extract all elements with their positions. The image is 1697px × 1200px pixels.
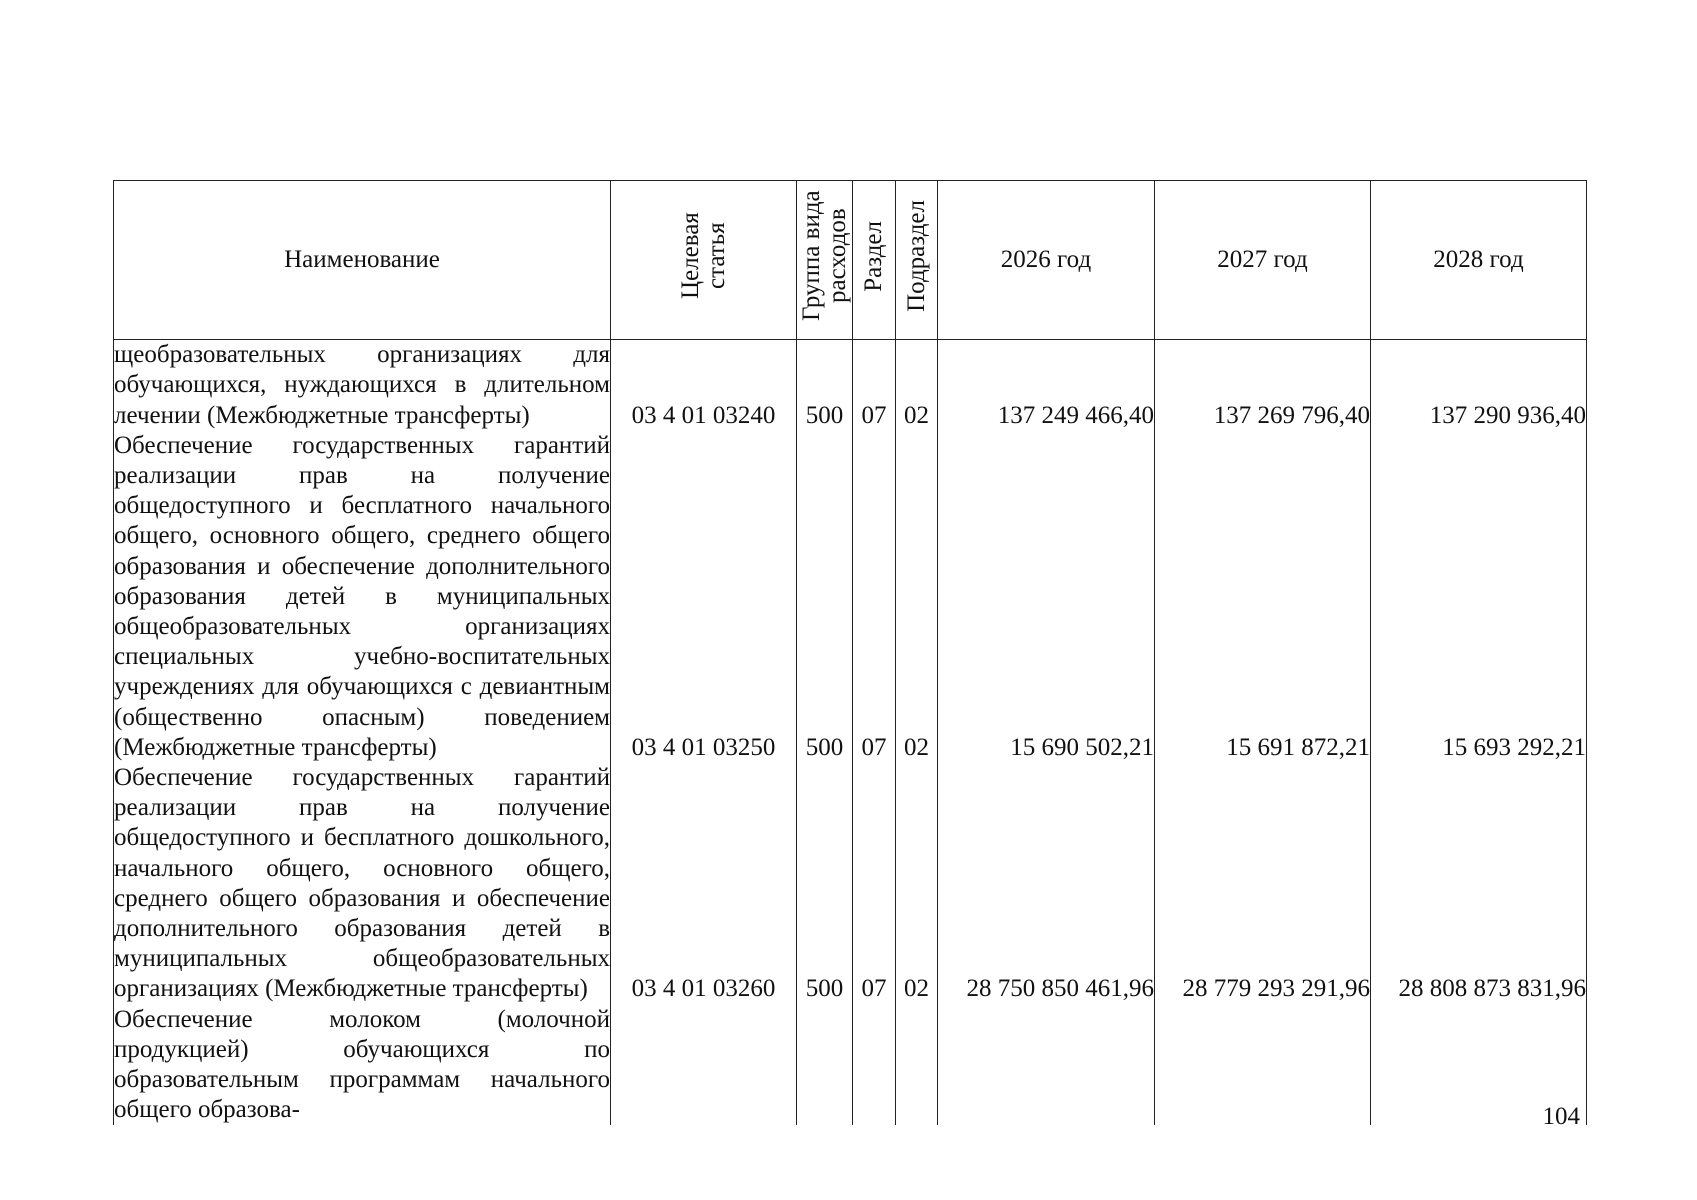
row-2026: 15 690 502,21 xyxy=(938,431,1155,763)
row-section: 07 xyxy=(853,431,896,763)
header-group xyxy=(797,181,853,340)
table-header-row xyxy=(114,181,1587,340)
row-target: 03 4 01 03260 xyxy=(611,763,797,1005)
table-row xyxy=(114,763,1587,1005)
row-subsection: 02 xyxy=(896,763,938,1005)
table-row xyxy=(114,340,1587,431)
budget-table xyxy=(113,180,1587,1125)
row-2027: 15 691 872,21 xyxy=(1155,431,1371,763)
row-subsection xyxy=(896,1005,938,1126)
header-subsection-label: Подраздел xyxy=(902,200,930,312)
row-name: Обеспечение государственных гарантий реализации прав на получение общедоступного и бесплатного начального общего, основного общего, среднего общего образования и обеспечение дополнительного образования детей в муниципальных общеобразовательных организациях специальных учебно-воспитательных учреждениях для обучающихся с девиантным (общественно опасным) поведением (Межбюджетные трансферты) xyxy=(114,431,611,763)
row-subsection: 02 xyxy=(896,431,938,763)
table-row xyxy=(114,1005,1587,1126)
header-group-label: Группа вида расходов xyxy=(797,190,851,322)
header-2028: 2028 год xyxy=(1371,181,1587,340)
row-2026 xyxy=(938,1005,1155,1126)
row-group: 500 xyxy=(797,763,853,1005)
header-subsection xyxy=(896,181,938,340)
row-section: 07 xyxy=(853,340,896,431)
header-2026: 2026 год xyxy=(938,181,1155,340)
row-2028: 137 290 936,40 xyxy=(1371,340,1587,431)
header-2027: 2027 год xyxy=(1155,181,1371,340)
row-target xyxy=(611,1005,797,1126)
row-target: 03 4 01 03240 xyxy=(611,340,797,431)
row-group: 500 xyxy=(797,431,853,763)
row-2027: 137 269 796,40 xyxy=(1155,340,1371,431)
page-number: 104 xyxy=(1542,1103,1580,1130)
row-name: Обеспечение молоком (молочной продукцией) обучающихся по образовательным программам начального общего образова- xyxy=(114,1005,611,1126)
table-row xyxy=(114,431,1587,763)
row-subsection: 02 xyxy=(896,340,938,431)
row-2026: 28 750 850 461,96 xyxy=(938,763,1155,1005)
header-section-label: Раздел xyxy=(860,220,887,292)
row-2028: 15 693 292,21 xyxy=(1371,431,1587,763)
row-group xyxy=(797,1005,853,1126)
row-name: щеобразовательных организациях для обучающихся, нуждающихся в длительном лечении (Межбюджетные трансферты) xyxy=(114,340,611,431)
row-target: 03 4 01 03250 xyxy=(611,431,797,763)
row-2028: 28 808 873 831,96 xyxy=(1371,763,1587,1005)
header-target-label: Целевая статья xyxy=(676,212,730,300)
header-name: Наименование xyxy=(114,181,611,340)
header-section xyxy=(853,181,896,340)
row-2027: 28 779 293 291,96 xyxy=(1155,763,1371,1005)
row-2026: 137 249 466,40 xyxy=(938,340,1155,431)
row-section xyxy=(853,1005,896,1126)
header-target xyxy=(611,181,797,340)
row-2027 xyxy=(1155,1005,1371,1126)
row-group: 500 xyxy=(797,340,853,431)
row-name: Обеспечение государственных гарантий реализации прав на получение общедоступного и бесплатного дошкольного, начального общего, основного общего, среднего общего образования и обеспечение дополнительного образования детей в муниципальных общеобразовательных организациях (Межбюджетные трансферты) xyxy=(114,763,611,1005)
row-section: 07 xyxy=(853,763,896,1005)
